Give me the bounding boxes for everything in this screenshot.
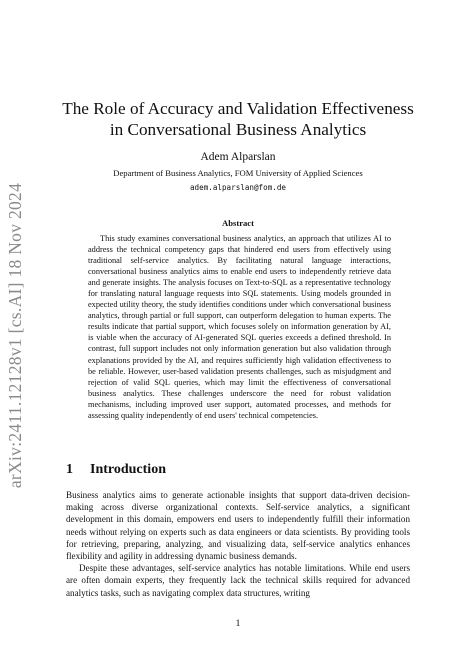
page-number: 1 xyxy=(235,619,241,629)
paper-title: The Role of Accuracy and Validation Effectiveness in Conversational Business Analytics xyxy=(62,99,414,139)
section-heading-introduction xyxy=(66,462,166,478)
introduction-paragraph-1: Business analytics aims to generate actionable insights that support data-driven decision-making across diverse organizational contexts. Self-service analytics, a significant development in this domain, empowers end users to independently fulfill their information needs without relying on experts such as data engineers or data scientists. By providing tools for retrieving, preparing, analyzing, and visualizing data, self-service analytics enhances flexibility and agility in addressing dynamic business demands. xyxy=(66,490,410,562)
introduction-body xyxy=(66,489,410,617)
introduction-paragraph-2: Despite these advantages, self-service analytics has notable limitations. While end users are often domain experts, they frequently lack the technical skills required for advanced analytics tasks, such as navigating complex data structures, writing xyxy=(66,563,410,598)
section-title: Introduction xyxy=(90,462,166,477)
section-number: 1 xyxy=(66,462,73,477)
arxiv-identifier-text: arXiv:2411.12128v1 [cs.AI] 18 Nov 2024 xyxy=(5,182,26,488)
author-affiliation: Department of Business Analytics, FOM University of Applied Sciences xyxy=(113,168,363,178)
author-email: adem.alparslan@fom.de xyxy=(189,183,286,192)
arxiv-identifier-stamp xyxy=(3,182,29,488)
abstract-heading: Abstract xyxy=(222,218,254,228)
paper-page xyxy=(62,0,414,670)
author-name: Adem Alparslan xyxy=(200,151,276,163)
abstract-text: This study examines conversational business analytics, an approach that utilizes AI to address the technical competency gaps that hindered end users from effectively using traditional self-service analytics. By facilitating natural language interactions, conversational business analytics aims to enable end users to independently retrieve data and generate insights. The analysis focuses on Text-to-SQL as a representative technology for translating natural language requests into SQL statements. Using models grounded in expected utility theory, the study identifies conditions under which conversational business analytics, through partial or full support, can outperform delegation to human experts. The results indicate that partial support, which focuses solely on information generation by AI, is viable when the accuracy of AI-generated SQL queries exceeds a defined threshold. In contrast, full support includes not only information generation but also validation through explanations provided by the AI, and requires sufficiently high validation effectiveness to be reliable. However, user-based validation presents challenges, such as misjudgment and rejection of valid SQL queries, which may limit the effectiveness of conversational business analytics. These challenges underscore the need for robust validation mechanisms, including improved user support, automated processes, and methods for assessing quality independently of end users' technical competencies. xyxy=(88,234,391,420)
